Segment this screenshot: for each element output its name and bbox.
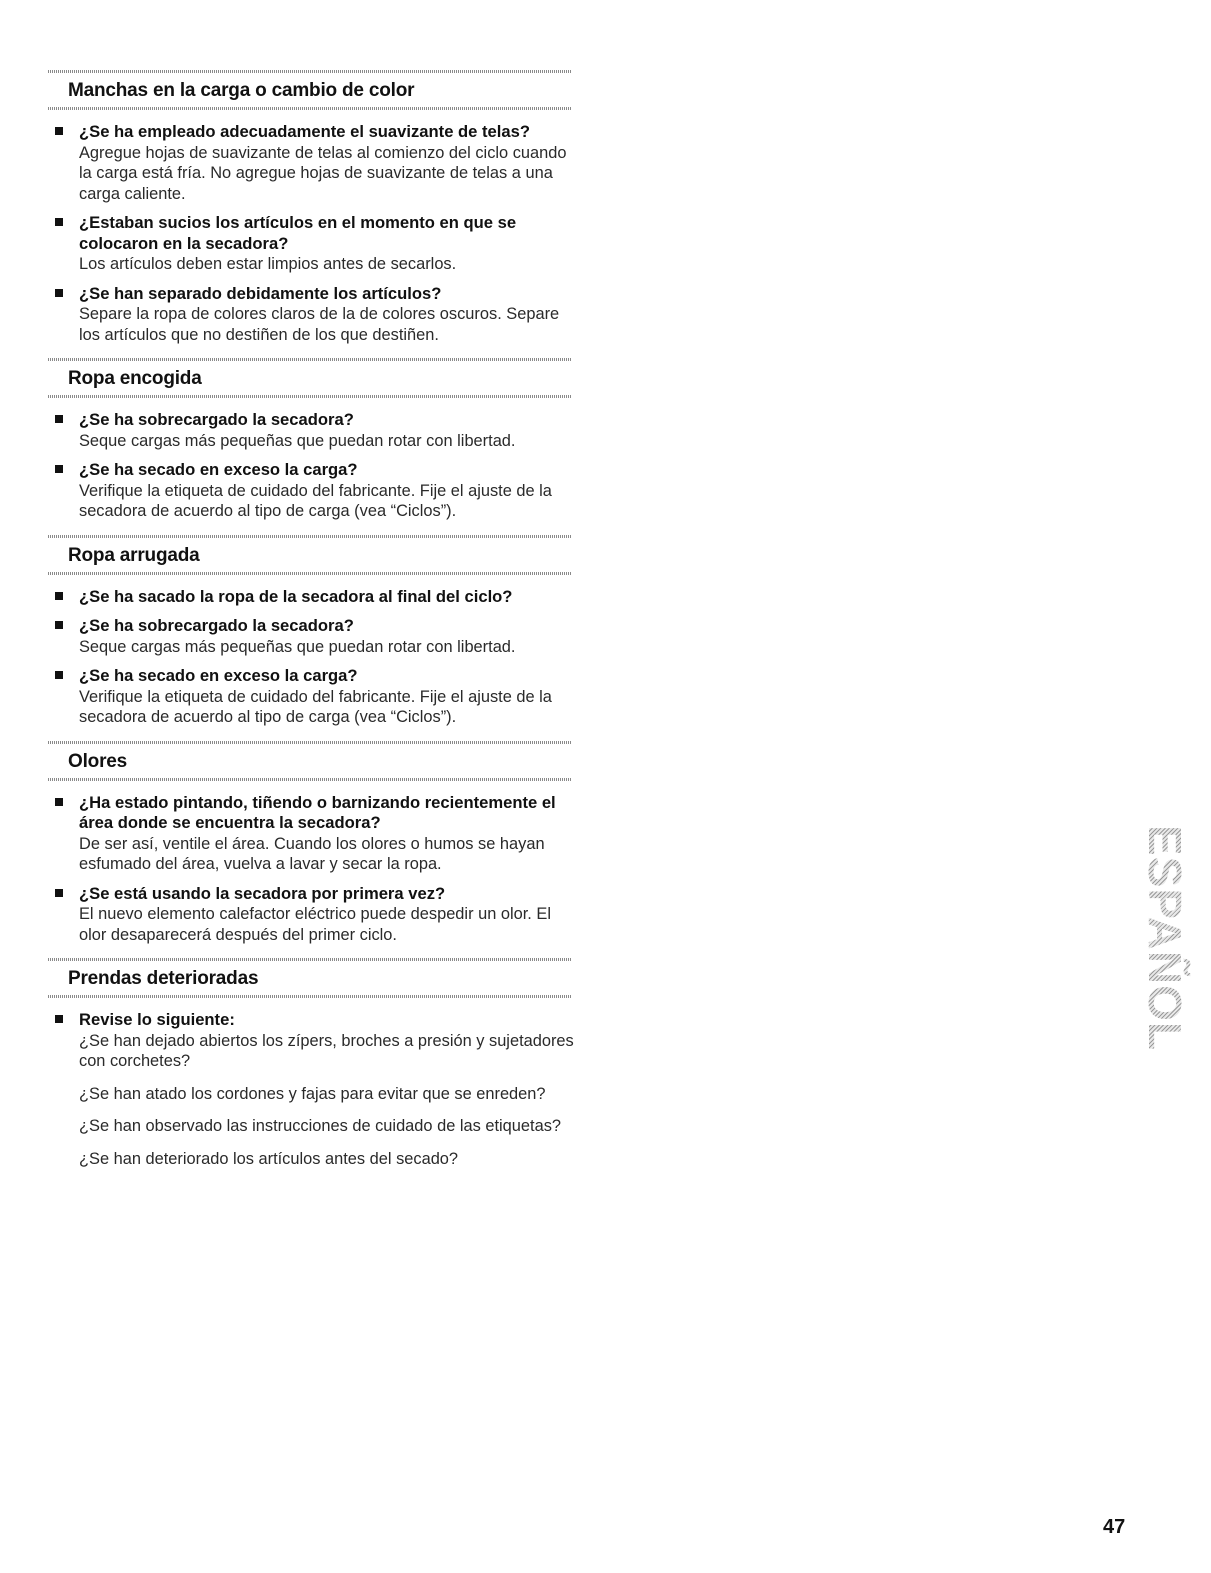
item-answer: Verifique la etiqueta de cuidado del fabricante. Fije el ajuste de la secadora de acuerdo al tipo de carga (vea “Ciclos”). [79,481,552,520]
section-title: Ropa arrugada [68,544,200,566]
item-question: ¿Se ha secado en exceso la carga? [79,666,358,685]
language-tab-label: ESPAÑOL [1139,824,1192,1051]
square-bullet-icon [55,218,63,226]
square-bullet-icon [55,671,63,679]
square-bullet-icon [55,127,63,135]
square-bullet-icon [55,889,63,897]
item-question: ¿Estaban sucios los artículos en el momento en que se colocaron en la secadora? [79,213,517,253]
section-wrinkled-clothes [48,535,578,728]
list-item [48,410,578,451]
item-answer: Seque cargas más pequeñas que puedan rotar con libertad. [79,431,516,450]
item-answer: Verifique la etiqueta de cuidado del fabricante. Fije el ajuste de la secadora de acuerdo al tipo de carga (vea “Ciclos”). [79,687,552,726]
item-question: ¿Se ha sobrecargado la secadora? [79,410,354,429]
section-title: Prendas deterioradas [68,968,259,989]
square-bullet-icon [55,592,63,600]
item-question: ¿Ha estado pintando, tiñendo o barnizando recientemente el área donde se encuentra la secadora? [79,792,556,832]
square-bullet-icon [55,465,63,473]
language-side-tab [1130,815,1200,1060]
item-answer: ¿Se han dejado abiertos los zípers, broches a presión y sujetadores con corchetes? [79,1031,574,1070]
list-item [48,884,578,946]
item-answer: ¿Se han observado las instrucciones de cuidado de las etiquetas? [79,1117,562,1135]
section-damaged-garments [48,958,578,1169]
item-question: ¿Se está usando la secadora por primera vez? [79,883,446,903]
section-title: Manchas en la carga o cambio de color [68,80,415,101]
list-item [48,587,578,608]
square-bullet-icon [55,289,63,297]
section-title: Olores [68,750,127,772]
square-bullet-icon [55,621,63,629]
item-question: Revise lo siguiente: [79,1010,235,1029]
item-answer: Agregue hojas de suavizante de telas al comienzo del ciclo cuando la carga está fría. No agregue hojas de suavizante de telas a una carga caliente. [79,143,567,203]
item-question: ¿Se ha sacado la ropa de la secadora al final del ciclo? [79,586,513,606]
item-question: ¿Se han separado debidamente los artículos? [79,283,442,303]
page-number: 47 [1103,1516,1126,1538]
list-item [48,1010,578,1169]
list-item [48,666,578,728]
square-bullet-icon [55,415,63,423]
list-item [48,460,578,522]
section-shrunk-clothes [48,358,578,522]
item-answer: Separe la ropa de colores claros de la de colores oscuros. Separe los artículos que no destiñen de los que destiñen. [79,305,560,344]
item-answer: De ser así, ventile el área. Cuando los olores o humos se hayan esfumado del área, vuelva a lavar y secar la ropa. [79,834,545,873]
list-item [48,616,578,657]
list-item [48,793,578,875]
section-stains [48,70,578,345]
square-bullet-icon [55,798,63,806]
list-item [48,122,578,204]
item-question: ¿Se ha empleado adecuadamente el suavizante de telas? [79,122,530,141]
item-question: ¿Se ha secado en exceso la carga? [79,460,358,479]
item-answer: ¿Se han atado los cordones y fajas para evitar que se enreden? [79,1084,546,1103]
item-question: ¿Se ha sobrecargado la secadora? [79,616,354,635]
item-answer: Seque cargas más pequeñas que puedan rotar con libertad. [79,637,516,656]
square-bullet-icon [55,1015,63,1023]
section-odors [48,741,578,946]
troubleshooting-content [48,70,578,1182]
section-title: Ropa encogida [68,368,202,389]
item-answer: Los artículos deben estar limpios antes de secarlos. [79,255,457,273]
list-item [48,284,578,346]
list-item [48,213,578,275]
item-answer: ¿Se han deteriorado los artículos antes del secado? [79,1149,459,1168]
item-answer: El nuevo elemento calefactor eléctrico puede despedir un olor. El olor desaparecerá después del primer ciclo. [79,905,551,944]
